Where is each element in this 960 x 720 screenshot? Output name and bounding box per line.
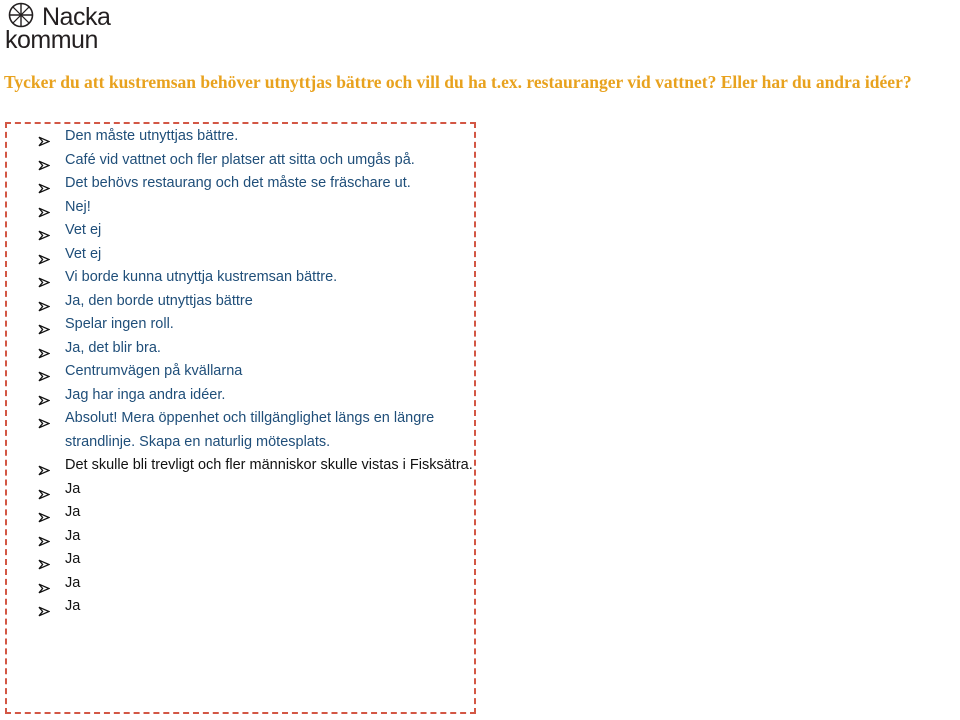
answer-item xyxy=(38,172,474,196)
answer-text: Spelar ingen roll. xyxy=(65,316,174,332)
answer-item xyxy=(38,548,474,572)
answer-text: Ja, den borde utnyttjas bättre xyxy=(65,292,253,309)
nacka-kommun-logo xyxy=(4,2,116,54)
answer-item xyxy=(38,266,474,290)
answer-item xyxy=(38,572,474,596)
answer-item xyxy=(38,290,474,314)
answers-list xyxy=(38,125,474,619)
answer-text: Nej! xyxy=(65,198,91,215)
answer-item xyxy=(38,243,474,267)
arrowhead-bullet-icon xyxy=(38,508,50,519)
arrowhead-bullet-icon xyxy=(38,250,50,261)
answer-item xyxy=(38,313,474,337)
arrowhead-bullet-icon xyxy=(38,414,50,425)
answer-text: Vet ej xyxy=(65,245,102,262)
answer-text: Centrumvägen på kvällarna xyxy=(65,363,243,379)
arrowhead-bullet-icon xyxy=(38,555,50,566)
answer-text: Absolut! Mera öppenhet och tillgänglighet längs en längre strandlinje. Skapa en naturlig mötesplats. xyxy=(65,410,435,450)
arrowhead-bullet-icon xyxy=(38,485,50,496)
answer-text: Den måste utnyttjas bättre. xyxy=(65,128,239,144)
arrowhead-bullet-icon xyxy=(38,391,50,402)
answer-text: Ja xyxy=(65,480,81,497)
answer-text: Det skulle bli trevligt och fler människor skulle vistas i Fisksätra. xyxy=(65,457,473,473)
arrowhead-bullet-icon xyxy=(38,156,50,167)
arrowhead-bullet-icon xyxy=(38,320,50,331)
arrowhead-bullet-icon xyxy=(38,132,50,143)
answer-text: Jag har inga andra idéer. xyxy=(65,386,226,403)
answer-item xyxy=(38,501,474,525)
answer-item xyxy=(38,595,474,619)
answer-item xyxy=(38,384,474,408)
logo-wordmark-line2: kommun xyxy=(5,26,98,54)
answer-text: Ja xyxy=(65,598,81,614)
arrowhead-bullet-icon xyxy=(38,579,50,590)
arrowhead-bullet-icon xyxy=(38,602,50,613)
answer-item xyxy=(38,219,474,243)
arrowhead-bullet-icon xyxy=(38,179,50,190)
arrowhead-bullet-icon xyxy=(38,367,50,378)
arrowhead-bullet-icon xyxy=(38,273,50,284)
arrowhead-bullet-icon xyxy=(38,297,50,308)
answer-text: Ja xyxy=(65,574,81,591)
answer-item xyxy=(38,125,474,149)
question-heading: Tycker du att kustremsan behöver utnyttjas bättre och vill du ha t.ex. restauranger vid vattnet? Eller har du andra idéer? xyxy=(4,72,912,92)
logo-wordmark-line1: Nacka xyxy=(42,3,111,31)
answer-text: Ja xyxy=(65,527,81,544)
answer-item xyxy=(38,360,474,384)
answer-text: Vet ej xyxy=(65,222,102,238)
answer-item xyxy=(38,337,474,361)
answer-text: Ja, det blir bra. xyxy=(65,339,161,356)
answer-text: Ja xyxy=(65,504,81,520)
arrowhead-bullet-icon xyxy=(38,226,50,237)
arrowhead-bullet-icon xyxy=(38,203,50,214)
answer-text: Vi borde kunna utnyttja kustremsan bättre. xyxy=(65,269,338,285)
answer-text: Det behövs restaurang och det måste se fräschare ut. xyxy=(65,175,411,191)
answer-text: Café vid vattnet och fler platser att sitta och umgås på. xyxy=(65,151,415,168)
answer-item xyxy=(38,196,474,220)
arrowhead-bullet-icon xyxy=(38,532,50,543)
answer-item xyxy=(38,454,474,478)
answer-item xyxy=(38,149,474,173)
answer-item xyxy=(38,478,474,502)
answer-item xyxy=(38,525,474,549)
answer-text: Ja xyxy=(65,551,81,567)
arrowhead-bullet-icon xyxy=(38,344,50,355)
answer-item xyxy=(38,407,474,454)
arrowhead-bullet-icon xyxy=(38,461,50,472)
nacka-kommun-emblem-icon xyxy=(4,2,38,28)
